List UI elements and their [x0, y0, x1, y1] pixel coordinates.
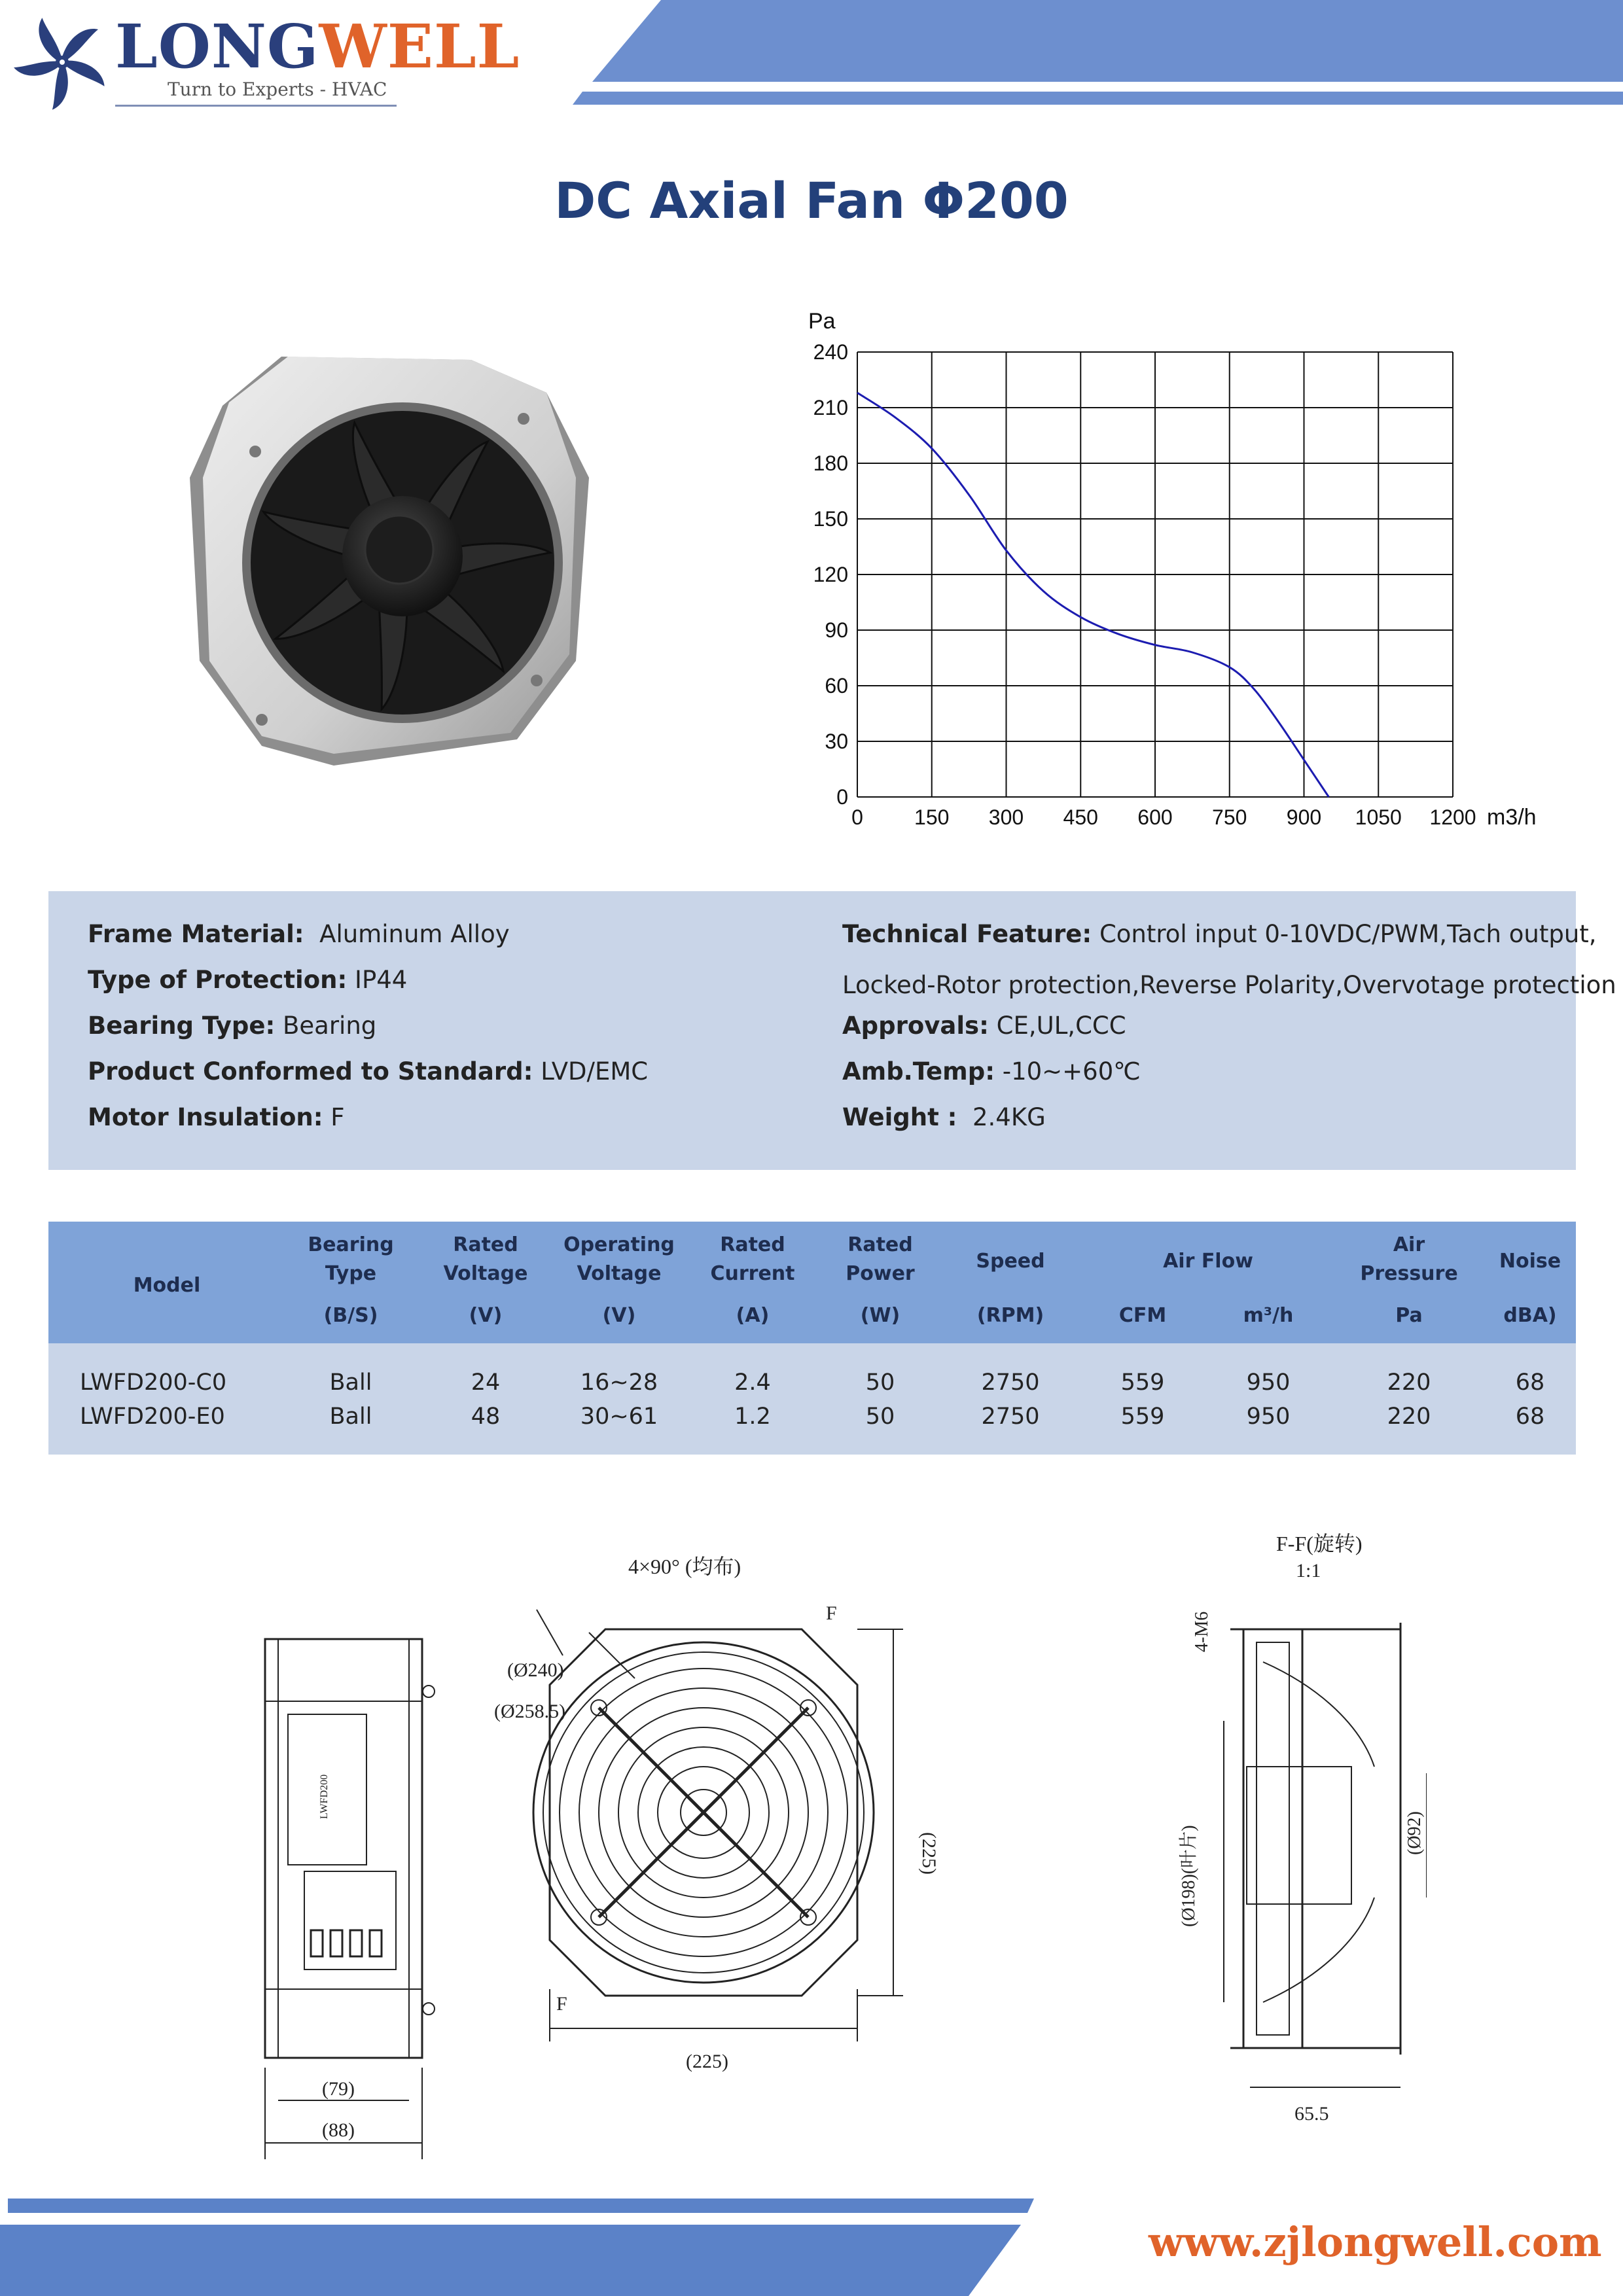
th-air-flow: Air Flow [1163, 1250, 1253, 1273]
spec-table [48, 1222, 1576, 1455]
spec-insulation [88, 1103, 345, 1131]
th-voltage-unit: (V) [469, 1304, 503, 1327]
spec-label: Frame Material: [88, 920, 304, 948]
cell-current: 2.4 [734, 1369, 771, 1396]
pq-curve-line [857, 393, 1329, 797]
section-title: F-F(旋转) [1276, 1532, 1363, 1555]
spec-value: Locked-Rotor protection,Reverse Polarity,Overvotage protection [842, 971, 1616, 999]
chart-grid [857, 352, 1453, 797]
spec-frame-material [88, 920, 510, 948]
spec-value: -10~+60℃ [1002, 1057, 1141, 1086]
chart-ticks [813, 340, 1476, 829]
cell-voltage: 24 [471, 1369, 501, 1396]
spec-technical-feature [842, 920, 1597, 948]
spec-label: Amb.Temp: [842, 1057, 995, 1086]
spec-value: LVD/EMC [541, 1057, 649, 1086]
table-row [48, 1404, 1576, 1455]
th-pressure-unit: Pa [1395, 1304, 1423, 1327]
spec-panel [48, 891, 1616, 1170]
cell-opvoltage: 30~61 [580, 1404, 658, 1430]
cell-pressure: 220 [1387, 1404, 1431, 1430]
spec-value: IP44 [355, 966, 408, 994]
spec-value: Control input 0-10VDC/PWM,Tach output, [1099, 920, 1597, 948]
brand-name-part1: LONG [115, 11, 319, 82]
cell-model: LWFD200-C0 [80, 1369, 227, 1396]
dim-dia-258: (Ø258.5) [494, 1701, 566, 1722]
spec-technical-feature-cont [842, 971, 1616, 999]
th-cfm: CFM [1118, 1304, 1167, 1327]
spec-value: F [330, 1103, 345, 1131]
dim-width-225: (225) [686, 2051, 728, 2072]
th-air-pressure: Air Pressure [1360, 1233, 1458, 1285]
spec-label: Motor Insulation: [88, 1103, 323, 1131]
dim-height-225: (225) [918, 1832, 940, 1875]
dim-depth-79: (79) [322, 2078, 355, 2100]
th-operating-voltage: Operating Voltage [563, 1233, 675, 1285]
th-power-unit: (W) [860, 1304, 901, 1327]
fan-product-photo [183, 353, 602, 772]
spec-standard [88, 1057, 648, 1086]
cell-m3h: 950 [1246, 1404, 1291, 1430]
spec-value: Bearing [283, 1012, 377, 1040]
cell-noise: 68 [1515, 1404, 1545, 1430]
spec-value: CE,UL,CCC [996, 1012, 1126, 1040]
section-view-drawing [1224, 1623, 1427, 2087]
th-rated-power: Rated Power [846, 1233, 915, 1285]
cell-m3h: 950 [1246, 1369, 1291, 1396]
tagline-divider [115, 105, 397, 107]
th-bearing: Bearing Type [308, 1233, 394, 1285]
chart-y-tick-label: 0 [836, 785, 848, 809]
table-body [48, 1343, 1576, 1455]
th-noise-unit: dBA) [1503, 1304, 1557, 1327]
note-holes: 4×90° (均布) [628, 1555, 741, 1578]
cell-power: 50 [865, 1404, 895, 1430]
chart-x-tick-label: 450 [1063, 805, 1098, 829]
chart-x-tick-label: 300 [988, 805, 1024, 829]
th-speed: Speed [976, 1250, 1045, 1273]
chart-x-tick-label: 1200 [1429, 805, 1476, 829]
dim-dia-240: (Ø240) [507, 1659, 564, 1681]
dim-depth-655: 65.5 [1294, 2103, 1329, 2125]
brand-name [115, 10, 520, 82]
chart-x-tick-label: 900 [1286, 805, 1322, 829]
dim-thread: 4-M6 [1192, 1611, 1212, 1652]
logo-fan-icon [13, 13, 111, 111]
section-scale: 1:1 [1296, 1560, 1321, 1581]
cell-speed: 2750 [981, 1369, 1040, 1396]
chart-x-tick-label: 1050 [1355, 805, 1402, 829]
spec-label: Product Conformed to Standard: [88, 1057, 533, 1086]
table-row [48, 1343, 1576, 1404]
table-header [48, 1222, 1576, 1343]
brand-tagline: Turn to Experts - HVAC [168, 79, 387, 100]
cell-speed: 2750 [981, 1404, 1040, 1430]
section-mark-top: F [826, 1602, 837, 1624]
cell-noise: 68 [1515, 1369, 1545, 1396]
spec-weight [842, 1103, 1046, 1131]
spec-value: 2.4KG [972, 1103, 1046, 1131]
cell-bearing: Ball [329, 1369, 372, 1396]
th-rated-current: Rated Current [710, 1233, 795, 1285]
spec-bearing-type [88, 1012, 376, 1040]
spec-label: Bearing Type: [88, 1012, 276, 1040]
cell-power: 50 [865, 1369, 895, 1396]
cell-model: LWFD200-E0 [80, 1404, 225, 1430]
chart-y-tick-label: 150 [813, 507, 848, 531]
footer-website-link[interactable]: www.zjlongwell.com [1149, 2218, 1602, 2266]
th-model: Model [133, 1274, 201, 1297]
cell-bearing: Ball [329, 1404, 372, 1430]
spec-protection [88, 966, 407, 994]
th-m3h: m³/h [1243, 1304, 1294, 1327]
chart-y-tick-label: 30 [825, 730, 848, 753]
chart-y-tick-label: 60 [825, 674, 848, 698]
spec-label: Weight : [842, 1103, 957, 1131]
cell-voltage: 48 [471, 1404, 501, 1430]
chart-y-tick-label: 90 [825, 618, 848, 642]
chart-x-tick-label: 750 [1212, 805, 1247, 829]
cell-current: 1.2 [734, 1404, 771, 1430]
th-rated-voltage: Rated Voltage [443, 1233, 528, 1285]
th-current-unit: (A) [736, 1304, 770, 1327]
chart-y-axis-label: Pa [808, 309, 836, 334]
chart-x-tick-label: 150 [914, 805, 950, 829]
spec-table-wrap [48, 1222, 1576, 1455]
cell-opvoltage: 16~28 [580, 1369, 658, 1396]
chart-x-tick-label: 0 [851, 805, 863, 829]
spec-approvals [842, 1012, 1126, 1040]
section-mark-bottom: F [556, 1993, 567, 2015]
spec-amb-temp [842, 1057, 1141, 1086]
th-opvoltage-unit: (V) [602, 1304, 636, 1327]
cell-pressure: 220 [1387, 1369, 1431, 1396]
chart-y-tick-label: 240 [813, 340, 848, 364]
chart-y-tick-label: 180 [813, 451, 848, 475]
th-noise: Noise [1499, 1250, 1561, 1273]
chart-x-axis-label: m3/h [1487, 805, 1537, 830]
spec-label: Technical Feature: [842, 920, 1092, 948]
th-speed-unit: (RPM) [976, 1304, 1044, 1327]
dim-hub-dia: (Ø92) [1404, 1811, 1425, 1855]
th-bearing-unit: (B/S) [323, 1304, 378, 1327]
brand-name-part2: WELL [319, 11, 520, 82]
dim-blade-dia: (Ø198)(叶片) [1179, 1825, 1199, 1927]
technical-drawings [249, 1531, 1427, 2159]
cell-cfm: 559 [1120, 1404, 1165, 1430]
page-title: DC Axial Fan Φ200 [554, 171, 1069, 230]
spec-label: Approvals: [842, 1012, 989, 1040]
front-view-drawing [533, 1610, 903, 2041]
label-sticker-text: LWFD200 [319, 1774, 330, 1819]
chart-y-tick-label: 210 [813, 396, 848, 419]
dim-depth-88: (88) [322, 2119, 355, 2141]
spec-value: Aluminum Alloy [319, 920, 510, 948]
spec-label: Type of Protection: [88, 966, 348, 994]
performance-chart [785, 301, 1558, 844]
cell-cfm: 559 [1120, 1369, 1165, 1396]
chart-y-tick-label: 120 [813, 563, 848, 586]
chart-x-tick-label: 600 [1137, 805, 1173, 829]
